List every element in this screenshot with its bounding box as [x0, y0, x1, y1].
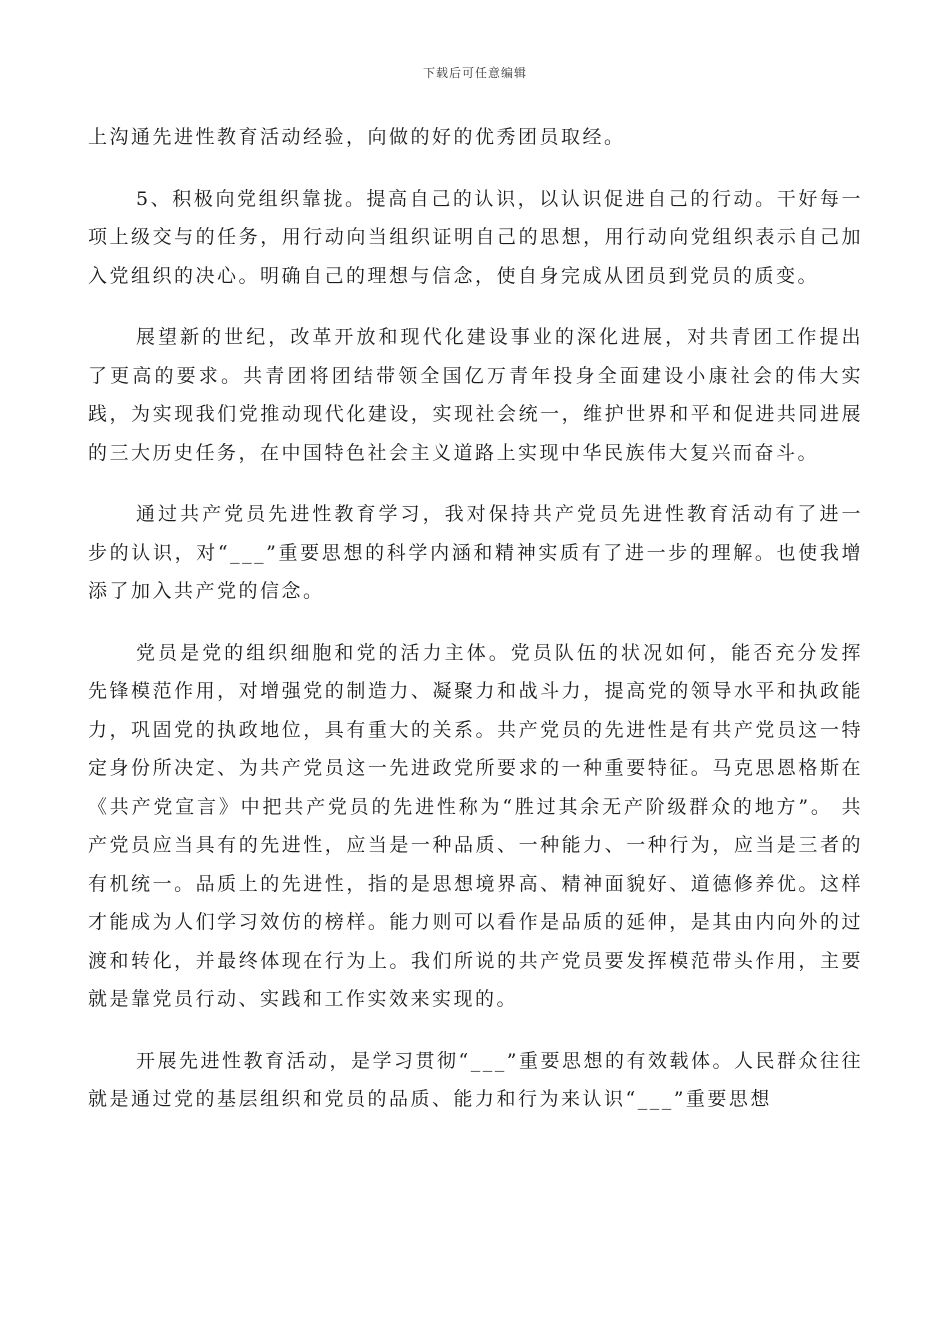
paragraph-study-reflection: 通过共产党员先进性教育学习，我对保持共产党员先进性教育活动有了进一步的认识，对“___”重要思想的科学内涵和精神实质有了进一步的理解。也使我增添了加入共产党的信念。: [88, 503, 863, 602]
paragraph-continuation: 上沟通先进性教育活动经验，向做的好的优秀团员取经。: [88, 126, 626, 148]
page-header-note: 下载后可任意编辑: [422, 66, 527, 80]
paragraph-item-5: 5、积极向党组织靠拢。提高自己的认识，以认识促进自己的行动。干好每一项上级交与的任务，用行动向当组织证明自己的思想，用行动向党组织表示自己加入党组织的决心。明确自己的理想与信念，使自身完成从团员到党员的质变。: [88, 187, 863, 287]
paragraph-outlook: 展望新的世纪，改革开放和现代化建设事业的深化进展，对共青团工作提出了更高的要求。共青团将团结带领全国亿万青年投身全面建设小康社会的伟大实践，为实现我们党推动现代化建设，实现社会统一，维护世界和平和促进共同进展的三大历史任务，在中国特色社会主义道路上实现中华民族伟大复兴而奋斗。: [88, 326, 863, 464]
paragraph-education-activity: 开展先进性教育活动，是学习贯彻“___”重要思想的有效载体。人民群众往往就是通过党的基层组织和党员的品质、能力和行为来认识“___”重要思想: [88, 1049, 863, 1110]
document-body: [88, 118, 863, 1142]
paragraph-party-member: 党员是党的组织细胞和党的活力主体。党员队伍的状况如何，能否充分发挥先锋模范作用，对增强党的制造力、凝聚力和战斗力，提高党的领导水平和执政能力，巩固党的执政地位，具有重大的关系。共产党员的先进性是有共产党员这一特定身份所决定、为共产党员这一先进政党所要求的一种重要特征。马克思恩格斯在《共产党宣言》中把共产党员的先进性称为“胜过其余无产阶级群众的地方”。 共产党员应当具有的先进性，应当是一种品质、一种能力、一种行为，应当是三者的有机统一。品质上的先进性，指的是思想境界高、精神面貌好、道德修养优。这样才能成为人们学习效仿的榜样。能力则可以看作是品质的延伸，是其由内向外的过渡和转化，并最终体现在行为上。我们所说的共产党员要发挥模范带头作用，主要就是靠党员行动、实践和工作实效来实现的。: [88, 641, 863, 1010]
